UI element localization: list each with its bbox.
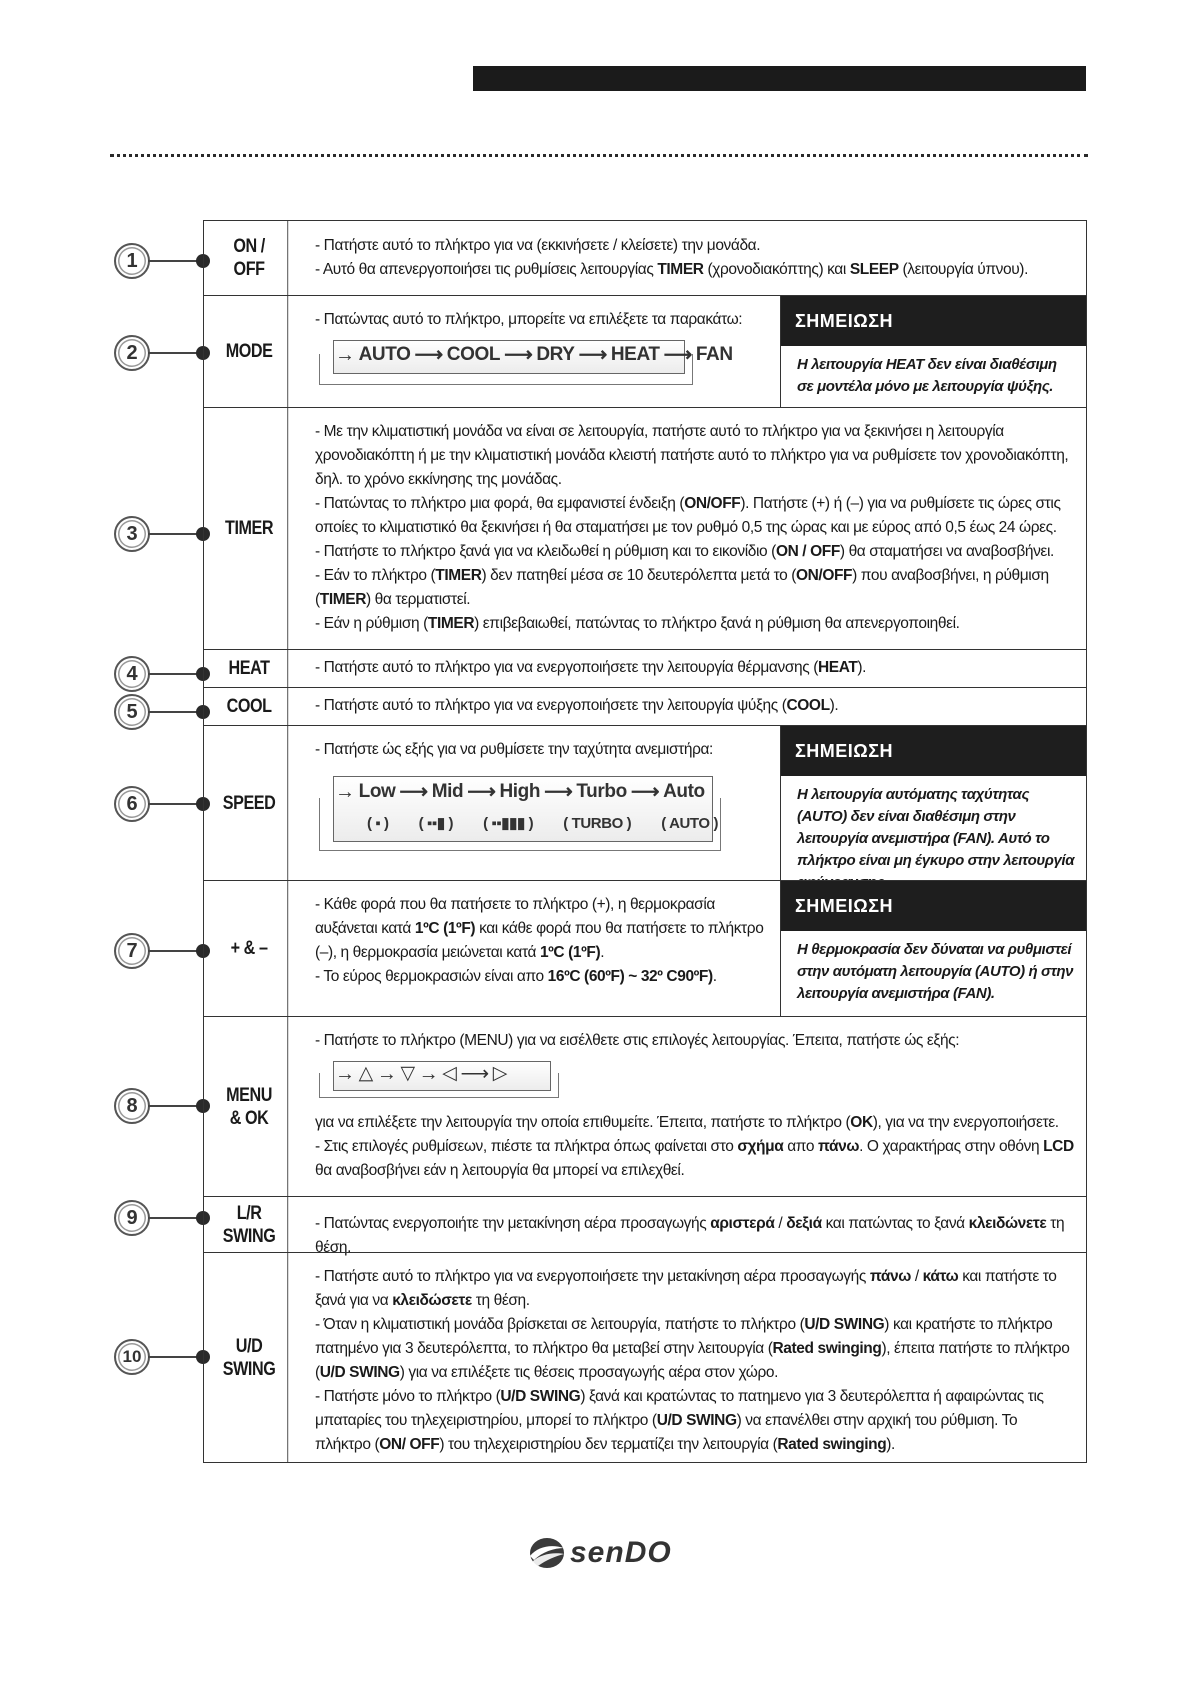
callout-7 bbox=[114, 933, 206, 973]
callout-8 bbox=[114, 1088, 206, 1128]
text: τη θέση. bbox=[471, 1292, 530, 1309]
row-mode bbox=[204, 295, 1086, 407]
callout-10 bbox=[114, 1339, 206, 1379]
paragraph bbox=[315, 612, 1076, 636]
number-badge: 1 bbox=[114, 243, 150, 279]
key-line: SWING bbox=[222, 1358, 276, 1380]
bold-text: κάτω bbox=[922, 1268, 959, 1285]
bold-text: πάνω bbox=[818, 1138, 860, 1155]
key-text: TIMER bbox=[225, 518, 274, 539]
number-badge: 4 bbox=[114, 656, 150, 692]
note-box bbox=[780, 726, 1086, 880]
key-text: MODE bbox=[225, 341, 273, 362]
row-plus-minus bbox=[204, 880, 1086, 1016]
row-on-off bbox=[204, 221, 1086, 295]
arrow-icon: ⟶ bbox=[504, 344, 533, 366]
paragraph bbox=[315, 965, 765, 989]
arrow-icon: ⟶ bbox=[544, 781, 573, 803]
number-badge: 6 bbox=[114, 786, 150, 822]
bold-text: 16ºC (60ºF) ~ 32º C90ºF) bbox=[547, 968, 713, 985]
key-line: MENU bbox=[226, 1084, 272, 1106]
right-triangle-icon: ▷ bbox=[492, 1063, 507, 1084]
fan-level-indicator: ( TURBO ) bbox=[563, 815, 632, 832]
bold-text: HEAT bbox=[817, 659, 858, 676]
fan-level-indicator: ( ▪▪▮ ) bbox=[418, 815, 454, 832]
text: - Πατήστε αυτό το πλήκτρο για να ενεργοποιήσετε την μετακίνηση αέρα προσαγωγής bbox=[315, 1268, 870, 1285]
text: ). Πατήστε (+) ή (–) για να ρυθμίσετε τις ώρες στις οποίες το κλιματιστικό θα ξεκινήσει ή θα σταματήσει με τον ρυθμό 0,5 της ώρας και με εύρος από 0,5 έως 24 ώρες. bbox=[315, 495, 1061, 536]
text-line: - Πατήστε το πλήκτρο (MENU) για να εισέλθετε στις επιλογές λειτουργίας. Έπειτα, πατήστε ώς εξής: bbox=[315, 1032, 960, 1049]
text: ). bbox=[886, 1436, 895, 1453]
number-badge: 5 bbox=[114, 694, 150, 730]
arrow-icon: → bbox=[418, 1063, 439, 1085]
number-badge: 7 bbox=[114, 933, 150, 969]
key-line: SWING bbox=[222, 1225, 276, 1247]
note-box bbox=[780, 296, 1086, 407]
row-menu-ok bbox=[204, 1016, 1086, 1196]
paragraph bbox=[315, 1385, 1076, 1457]
text: - Πατώντας το πλήκτρο μια φορά, θα εμφανιστεί ένδειξη ( bbox=[315, 495, 685, 512]
row-lr-swing bbox=[204, 1196, 1086, 1256]
bold-text: κλειδώσετε bbox=[392, 1292, 472, 1309]
bold-text: COOL bbox=[786, 697, 830, 714]
text: / bbox=[774, 1215, 787, 1232]
text: (χρονοδιακόπτης) και bbox=[703, 261, 850, 278]
bold-text: U/D SWING bbox=[656, 1412, 737, 1429]
leader-line bbox=[148, 803, 198, 805]
leader-line bbox=[148, 950, 198, 952]
text: ) να επανέλθει στην αρχική του ρύθμιση. Το πλήκτρο ( bbox=[315, 1412, 1018, 1453]
text-line bbox=[315, 258, 1076, 282]
text: τη θέση. bbox=[315, 1215, 1065, 1256]
text: - Πατήστε το πλήκτρο ξανά για να κλειδωθεί η ρύθμιση και το εικονίδιο ( bbox=[315, 543, 776, 560]
text: ) δεν πατηθεί μέσα σε 10 δευτερόλεπτα μετά το ( bbox=[481, 567, 796, 584]
bold-text: αριστερά bbox=[710, 1215, 775, 1232]
arrow-icon: → bbox=[335, 1063, 355, 1085]
mode-flow bbox=[331, 343, 733, 367]
flow-item: Mid bbox=[431, 781, 464, 802]
flow-item: Low bbox=[358, 781, 396, 802]
flow-item: Auto bbox=[663, 781, 705, 802]
text: ). bbox=[829, 697, 839, 714]
header-bar bbox=[473, 66, 1086, 91]
fan-level-indicator: ( ▪▪▮▮▮ ) bbox=[483, 815, 534, 832]
paragraph bbox=[315, 540, 1076, 564]
text: ) ξανά και κρατώντας το πατημενο για 3 δευτερόλεπτα ή αφαιρώντας τις μπαταρίες του τηλεχειριστηρίου, μπορεί το πλήκτρο ( bbox=[315, 1388, 1044, 1429]
flow-item: AUTO bbox=[358, 344, 411, 365]
key-text: + & – bbox=[230, 938, 268, 959]
flow-item: DRY bbox=[536, 344, 575, 365]
text: για να επιλέξετε την λειτουργία την οποία επιθυμείτε. Έπειτα, πατήστε το πλήκτρο ( bbox=[315, 1114, 851, 1131]
bold-text: ON/ OFF bbox=[379, 1436, 440, 1453]
key-line: ON / bbox=[233, 236, 265, 257]
text: ) επιβεβαιωθεί, πατώντας το πλήκτρο ξανά η ρύθμιση θα απενεργοποιηθεί. bbox=[474, 615, 960, 632]
key-line: & OK bbox=[229, 1107, 269, 1129]
bold-text: U/D SWING bbox=[319, 1364, 400, 1381]
number-badge: 9 bbox=[114, 1200, 150, 1236]
speed-flow bbox=[331, 780, 705, 804]
text-line: - Πατήστε ώς εξής για να ρυθμίσετε την ταχύτητα ανεμιστήρα: bbox=[315, 741, 713, 758]
bold-text: Rated swinging bbox=[772, 1340, 882, 1357]
row-content bbox=[295, 650, 1086, 687]
fan-level-indicator: ( AUTO ) bbox=[661, 815, 719, 832]
leader-line bbox=[148, 711, 198, 713]
leader-line bbox=[148, 1356, 198, 1358]
text: . bbox=[712, 968, 717, 985]
number-badge: 10 bbox=[114, 1339, 150, 1375]
text: ), έπειτα πατήστε το πλήκτρο ( bbox=[315, 1340, 1070, 1381]
note-title: ΣΗΜΕΙΩΣΗ bbox=[781, 296, 1086, 346]
key-text: SPEED bbox=[222, 792, 276, 814]
key-label bbox=[211, 408, 288, 649]
callout-9 bbox=[114, 1200, 206, 1240]
paragraph bbox=[315, 564, 1076, 612]
bold-text: TIMER bbox=[657, 261, 704, 278]
bold-text: TIMER bbox=[319, 591, 366, 608]
text: - Στις επιλογές ρυθμίσεων, πιέστε τα πλήκτρα όπως φαίνεται στο bbox=[315, 1138, 738, 1155]
flow-item: COOL bbox=[446, 344, 501, 365]
key-line: OFF bbox=[233, 259, 265, 280]
key-label bbox=[211, 881, 288, 1016]
paragraph bbox=[315, 1135, 1076, 1183]
text: και κάθε φορά που θα πατήσετε το πλήκτρο (–), η θερμοκρασία μειώνεται κατά bbox=[315, 920, 764, 961]
note-text: Η λειτουργία αυτόματης ταχύτητας (AUTO) δεν είναι διαθέσιμη στην λειτουργία ανεμιστήρα (FAN). Αυτό το πλήκτρο είναι μη έγκυρο στην λειτουργία bbox=[797, 786, 1075, 869]
key-label bbox=[211, 650, 288, 687]
arrow-icon: → bbox=[376, 1063, 397, 1085]
text-line: - Πατήστε αυτό το πλήκτρο για να (εκκινήσετε / κλείσετε) την μονάδα. bbox=[315, 237, 761, 254]
leader-line bbox=[148, 352, 198, 354]
row-content bbox=[295, 408, 1086, 649]
key-label bbox=[211, 221, 288, 295]
text: ) που αναβοσβήνει, η ρύθμιση ( bbox=[315, 567, 1049, 608]
key-label bbox=[211, 1017, 288, 1196]
up-triangle-icon: △ bbox=[358, 1063, 373, 1084]
note-text: Η θερμοκρασία δεν δύναται να ρυθμιστεί στην αυτόματη λειτουργία (AUTO) ή στην λειτουργία ανεμιστήρα (FAN). bbox=[797, 941, 1074, 1002]
bold-text: δεξιά bbox=[786, 1215, 822, 1232]
text: ) θα σταματήσει να αναβοσβήνει. bbox=[839, 543, 1054, 560]
row-cool bbox=[204, 687, 1086, 725]
flow-item: High bbox=[499, 781, 541, 802]
paragraph bbox=[315, 492, 1076, 540]
text: - Πατώντας ενεργοποιήτε την μετακίνηση αέρα προσαγωγής bbox=[315, 1215, 711, 1232]
text: ) για να επιλέξετε τις θέσεις προσαγωγής αέρα στον χώρο. bbox=[399, 1364, 779, 1381]
bold-text: U/D SWING bbox=[804, 1316, 885, 1333]
text: θα αναβοσβήνει εάν η λειτουργία θα μπορεί να επιλεχθεί. bbox=[315, 1162, 685, 1179]
brand-logo bbox=[528, 1536, 672, 1570]
arrow-icon: → bbox=[335, 344, 355, 366]
row-content bbox=[295, 1017, 1086, 1196]
text: - Αυτό θα απενεργοποιήσει τις ρυθμίσεις λειτουργίας bbox=[315, 261, 658, 278]
text: - Κάθε φορά που θα πατήσετε το πλήκτρο (+), η θερμοκρασία αυξάνεται κατά bbox=[315, 896, 715, 937]
paragraph bbox=[315, 1265, 1076, 1313]
fan-level-indicator: ( ▪ ) bbox=[367, 815, 389, 832]
row-content bbox=[295, 881, 1086, 1016]
key-text: COOL bbox=[226, 696, 272, 717]
bold-text: 1ºC (1ºF) bbox=[414, 920, 476, 937]
logo-text: senDO bbox=[570, 1536, 672, 1569]
arrow-icon: ⟶ bbox=[630, 781, 660, 803]
bold-text: TIMER bbox=[427, 615, 475, 632]
flow-item: HEAT bbox=[610, 344, 660, 365]
bold-text: SLEEP bbox=[849, 261, 899, 278]
text: - Εάν η ρύθμιση ( bbox=[315, 615, 428, 632]
bold-text: ON/OFF bbox=[795, 567, 853, 584]
leader-line bbox=[148, 1217, 198, 1219]
number-badge: 8 bbox=[114, 1088, 150, 1124]
row-ud-swing bbox=[204, 1252, 1086, 1462]
text: - Πατήστε αυτό το πλήκτρο για να ενεργοποιήσετε την λειτουργία θέρμανσης ( bbox=[315, 659, 818, 676]
key-label bbox=[211, 1253, 288, 1462]
row-content bbox=[295, 296, 1086, 407]
bold-text: 1ºC (1ºF) bbox=[539, 944, 601, 961]
leader-line bbox=[148, 1105, 198, 1107]
callout-4 bbox=[114, 656, 206, 696]
key-text: HEAT bbox=[228, 658, 270, 679]
key-label bbox=[211, 726, 288, 880]
arrow-icon: ⟶ bbox=[467, 781, 496, 803]
bold-text: ON/OFF bbox=[684, 495, 741, 512]
row-timer bbox=[204, 407, 1086, 649]
key-line: L/R bbox=[236, 1202, 262, 1224]
bold-text: ON / OFF bbox=[775, 543, 840, 560]
leader-line bbox=[148, 533, 198, 535]
text: ), για να την ενεργοποιήσετε. bbox=[872, 1114, 1059, 1131]
row-content bbox=[295, 1253, 1086, 1462]
text: . Ο χαρακτήρας στην οθόνη bbox=[859, 1138, 1044, 1155]
button-function-table bbox=[203, 220, 1087, 1463]
text: ) του τηλεχειριστηρίου δεν τερματίζει την λειτουργία ( bbox=[439, 1436, 778, 1453]
note-box bbox=[780, 881, 1086, 1016]
row-content bbox=[295, 688, 1086, 725]
leader-line bbox=[148, 673, 198, 675]
text: ) θα τερματιστεί. bbox=[365, 591, 471, 608]
bold-text: U/D SWING bbox=[500, 1388, 581, 1405]
key-line: U/D bbox=[235, 1335, 263, 1357]
arrow-icon: ⟶ bbox=[460, 1063, 489, 1085]
key-label bbox=[211, 1197, 288, 1252]
bold-text: πάνω bbox=[869, 1268, 911, 1285]
callout-3 bbox=[114, 516, 206, 556]
row-speed bbox=[204, 725, 1086, 880]
callout-2 bbox=[114, 335, 206, 375]
arrow-icon: ⟶ bbox=[414, 344, 443, 366]
text-line bbox=[315, 1111, 1076, 1135]
text: (λειτουργία ύπνου). bbox=[898, 261, 1028, 278]
note-title: ΣΗΜΕΙΩΣΗ bbox=[781, 726, 1086, 776]
callout-6 bbox=[114, 786, 206, 826]
bold-text: TIMER bbox=[435, 567, 482, 584]
down-triangle-icon: ▽ bbox=[400, 1063, 415, 1084]
text-line bbox=[315, 694, 1076, 718]
text: ) και κρατήστε το πλήκτρο πατημένο για 3 δευτερόλεπτα, το πλήκτρο θα μεταβεί στην λειτουργία ( bbox=[315, 1316, 1053, 1357]
callout-5 bbox=[114, 694, 206, 734]
text: - Όταν η κλιματιστική μονάδα βρίσκεται σε λειτουργία, πατήστε το πλήκτρο ( bbox=[315, 1316, 805, 1333]
speed-indicators bbox=[367, 812, 718, 836]
text: και πατώντας το ξανά bbox=[821, 1215, 969, 1232]
arrow-icon: → bbox=[335, 781, 355, 803]
text: - Πατήστε μόνο το πλήκτρο ( bbox=[315, 1388, 501, 1405]
bold-text: σχήμα bbox=[737, 1138, 784, 1155]
paragraph bbox=[315, 1313, 1076, 1385]
paragraph bbox=[315, 893, 765, 965]
arrow-icon: ⟶ bbox=[663, 344, 692, 366]
sendo-swoosh-icon bbox=[528, 1536, 566, 1570]
bold-text: Rated swinging bbox=[777, 1436, 887, 1453]
text: - Το εύρος θερμοκρασιών είναι απο bbox=[315, 968, 548, 985]
text: . bbox=[600, 944, 605, 961]
bold-text: OK bbox=[850, 1114, 873, 1131]
text: ). bbox=[857, 659, 867, 676]
menu-flow bbox=[331, 1062, 507, 1086]
text: / bbox=[910, 1268, 923, 1285]
paragraph: - Με την κλιματιστική μονάδα να είναι σε λειτουργία, πατήστε αυτό το πλήκτρο για να ξεκινήσει η λειτουργία χρονοδιακόπτη ή με την κλιματιστική μονάδα κλειστή πατήστε αυτό το πλήκτρο για να ρυθμίσετε τον χρονοδιακόπτη, δηλ. το χρόνο εκκίνησης της μονάδας. bbox=[315, 423, 1069, 488]
row-content bbox=[295, 726, 1086, 880]
arrow-icon: ⟶ bbox=[399, 781, 428, 803]
number-badge: 2 bbox=[114, 335, 150, 371]
row-content bbox=[295, 221, 1086, 295]
key-label bbox=[211, 688, 288, 725]
row-content bbox=[295, 1197, 1086, 1256]
flow-item: Turbo bbox=[576, 781, 627, 802]
flow-item: FAN bbox=[695, 344, 733, 365]
bold-text: LCD bbox=[1043, 1138, 1074, 1155]
note-text: Η λειτουργία HEAT δεν είναι διαθέσιμη σε μοντέλα μόνο με λειτουργία ψύξης. bbox=[797, 356, 1057, 395]
note-title: ΣΗΜΕΙΩΣΗ bbox=[781, 881, 1086, 931]
left-triangle-icon: ◁ bbox=[442, 1063, 457, 1084]
text-line bbox=[315, 656, 1076, 680]
key-label bbox=[211, 296, 288, 407]
text: - Πατήστε αυτό το πλήκτρο για να ενεργοποιήσετε την λειτουργία ψύξης ( bbox=[315, 697, 787, 714]
leader-line bbox=[148, 260, 198, 262]
text: - Εάν το πλήκτρο ( bbox=[315, 567, 436, 584]
number-badge: 3 bbox=[114, 516, 150, 552]
text: απο bbox=[783, 1138, 819, 1155]
dotted-divider bbox=[110, 154, 1088, 157]
text: και πατήστε το ξανά για να bbox=[315, 1268, 1057, 1309]
row-heat bbox=[204, 649, 1086, 687]
arrow-icon: ⟶ bbox=[578, 344, 607, 366]
callout-1 bbox=[114, 243, 206, 283]
bold-text: κλειδώνετε bbox=[968, 1215, 1047, 1232]
text-line: - Πατώντας αυτό το πλήκτρο, μπορείτε να επιλέξετε τα παρακάτω: bbox=[315, 311, 743, 328]
